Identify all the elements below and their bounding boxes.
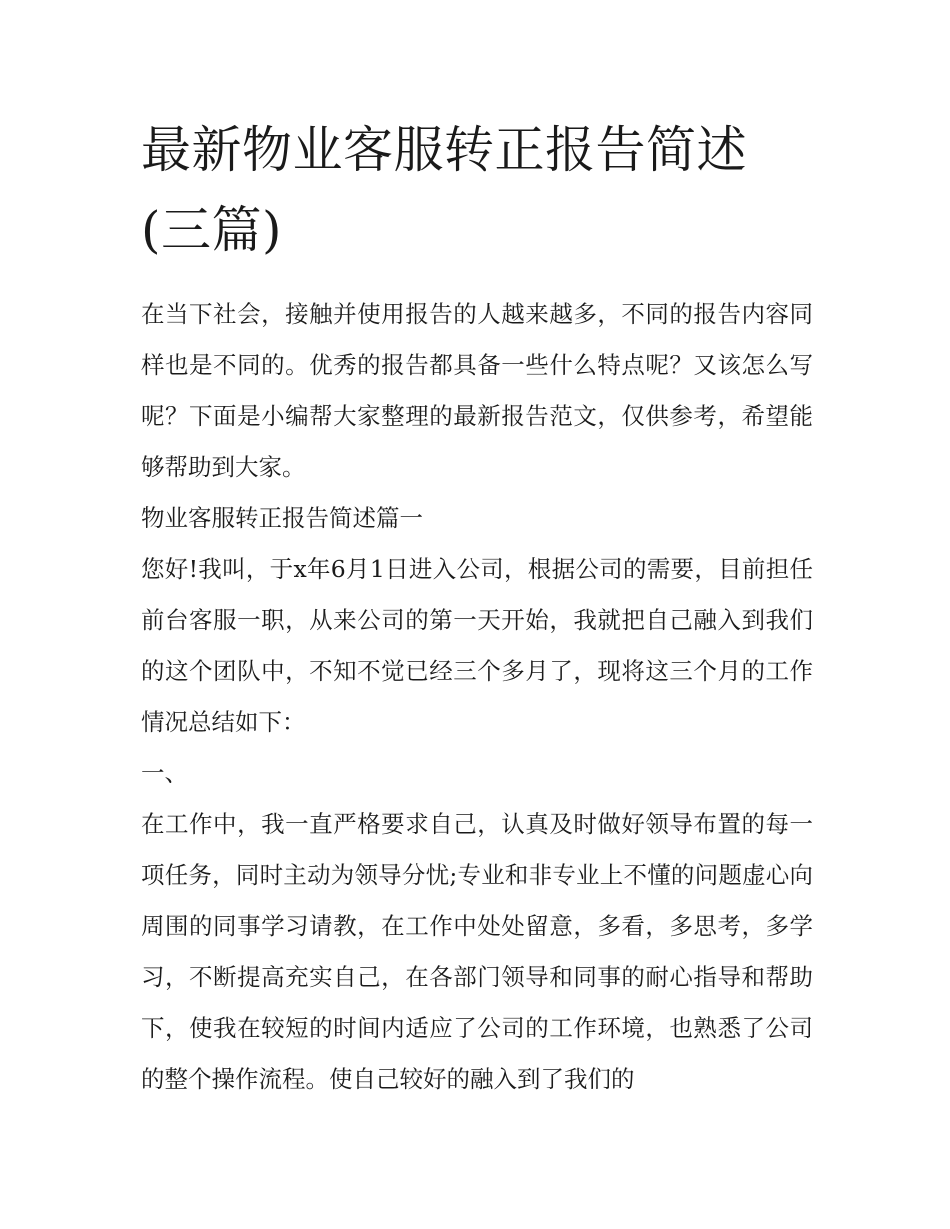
body-paragraph: 在工作中，我一直严格要求自己，认真及时做好领导布置的每一项任务，同时主动为领导分忧;专业和非专业上不懂的问题虚心向周围的同事学习请教，在工作中处处留意，多看，多思考，多学习，不断提高充实自己，在各部门领导和同事的耐心指导和帮助下，使我在较短的时间内适应了公司的工作环境，也熟悉了公司的整个操作流程。使自己较好的融入到了我们的: [141, 810, 813, 1093]
numbered-heading: 一、: [141, 759, 188, 787]
intro-paragraph: 在当下社会，接触并使用报告的人越来越多，不同的报告内容同样也是不同的。优秀的报告都具备一些什么特点呢？又该怎么写呢？下面是小编帮大家整理的最新报告范文，仅供参考，希望能够帮助到大家。: [141, 300, 813, 481]
section-heading: 物业客服转正报告简述篇一: [141, 504, 423, 532]
body-paragraph: 您好!我叫，于x年6月1日进入公司，根据公司的需要，目前担任前台客服一职，从来公司的第一天开始，我就把自己融入到我们的这个团队中，不知不觉已经三个多月了，现将这三个月的工作情况总结如下：: [141, 555, 813, 736]
document-title: 最新物业客服转正报告简述(三篇): [141, 121, 747, 259]
document-body: [141, 110, 813, 1105]
